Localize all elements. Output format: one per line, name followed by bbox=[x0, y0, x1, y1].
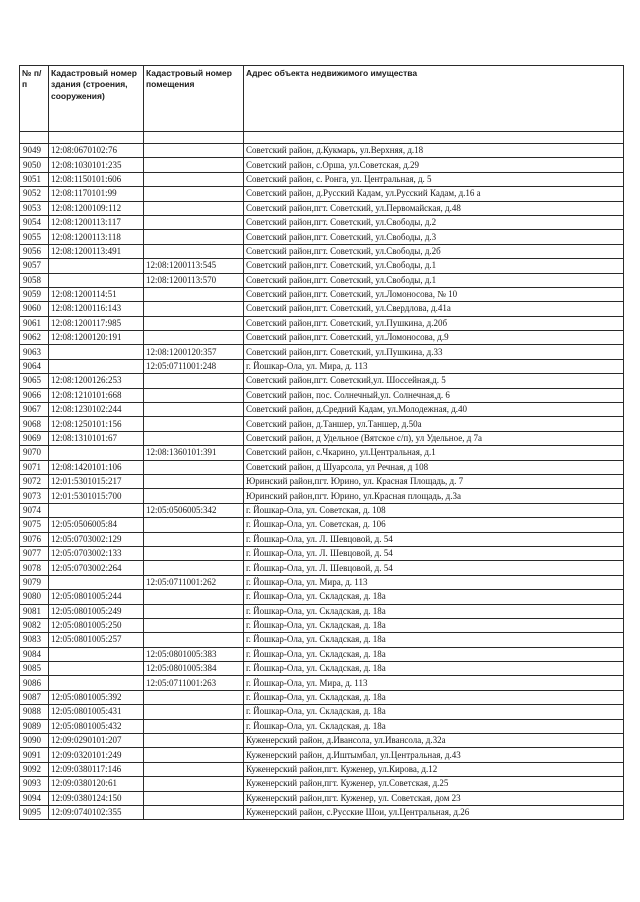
row-number-cell: 9059 bbox=[20, 287, 49, 301]
registry-sheet bbox=[19, 65, 623, 820]
building-cadastral-cell: 12:05:0703002:133 bbox=[49, 546, 144, 560]
address-cell: г. Йошкар-Ола, ул. Мира, д. 113 bbox=[244, 575, 624, 589]
row-number-cell: 9054 bbox=[20, 215, 49, 229]
building-cadastral-cell: 12:08:1200113:118 bbox=[49, 230, 144, 244]
building-cadastral-cell bbox=[49, 676, 144, 690]
building-cadastral-cell: 12:08:1420101:106 bbox=[49, 460, 144, 474]
room-cadastral-cell bbox=[144, 460, 244, 474]
address-cell: г. Йошкар-Ола, ул. Советская, д. 106 bbox=[244, 518, 624, 532]
row-number-cell: 9051 bbox=[20, 172, 49, 186]
row-number-cell: 9067 bbox=[20, 403, 49, 417]
building-cadastral-cell: 12:09:0380124:150 bbox=[49, 791, 144, 805]
building-cadastral-cell: 12:08:1200113:117 bbox=[49, 215, 144, 229]
address-cell: г. Йошкар-Ола, ул. Л. Шевцовой, д. 54 bbox=[244, 532, 624, 546]
room-cadastral-cell bbox=[144, 805, 244, 819]
room-cadastral-cell bbox=[144, 230, 244, 244]
building-cadastral-cell: 12:08:1250101:156 bbox=[49, 417, 144, 431]
table-row bbox=[20, 359, 624, 373]
table-row bbox=[20, 287, 624, 301]
spacer-cell bbox=[144, 132, 244, 144]
header-building-cadastral: Кадастровый номер здания (строения, сооружения) bbox=[49, 66, 144, 132]
room-cadastral-cell bbox=[144, 561, 244, 575]
row-number-cell: 9091 bbox=[20, 748, 49, 762]
room-cadastral-cell bbox=[144, 705, 244, 719]
room-cadastral-cell: 12:08:1200120:357 bbox=[144, 345, 244, 359]
address-cell: Советский район, д Удельное (Вятское с/п), ул Удельное, д 7а bbox=[244, 431, 624, 445]
row-number-cell: 9055 bbox=[20, 230, 49, 244]
table-row bbox=[20, 719, 624, 733]
room-cadastral-cell bbox=[144, 532, 244, 546]
room-cadastral-cell bbox=[144, 633, 244, 647]
address-cell: Советский район, с.Орша, ул.Советская, д.29 bbox=[244, 158, 624, 172]
address-cell: Советский район,пгт. Советский, ул.Свободы, д.1 bbox=[244, 259, 624, 273]
address-cell: Советский район, с. Ронга, ул. Центральная, д. 5 bbox=[244, 172, 624, 186]
room-cadastral-cell bbox=[144, 719, 244, 733]
building-cadastral-cell: 12:05:0801005:257 bbox=[49, 633, 144, 647]
property-registry-table bbox=[19, 65, 624, 820]
table-row bbox=[20, 345, 624, 359]
building-cadastral-cell: 12:05:0801005:250 bbox=[49, 618, 144, 632]
table-row bbox=[20, 690, 624, 704]
building-cadastral-cell: 12:01:5301015:700 bbox=[49, 489, 144, 503]
room-cadastral-cell: 12:05:0506005:342 bbox=[144, 503, 244, 517]
table-row bbox=[20, 259, 624, 273]
room-cadastral-cell bbox=[144, 762, 244, 776]
room-cadastral-cell bbox=[144, 604, 244, 618]
table-row bbox=[20, 532, 624, 546]
room-cadastral-cell bbox=[144, 690, 244, 704]
table-row bbox=[20, 633, 624, 647]
address-cell: Советский район,пгт. Советский, ул.Свободы, д.2б bbox=[244, 244, 624, 258]
room-cadastral-cell: 12:08:1200113:570 bbox=[144, 273, 244, 287]
address-cell: Советский район, д.Кукмарь, ул.Верхняя, д.18 bbox=[244, 144, 624, 158]
building-cadastral-cell: 12:05:0703002:264 bbox=[49, 561, 144, 575]
table-row bbox=[20, 618, 624, 632]
table-row bbox=[20, 201, 624, 215]
table-row bbox=[20, 561, 624, 575]
table-header bbox=[20, 66, 624, 132]
building-cadastral-cell bbox=[49, 575, 144, 589]
room-cadastral-cell bbox=[144, 201, 244, 215]
address-cell: Юринский район,пгт. Юрино, ул.Красная площадь, д.3а bbox=[244, 489, 624, 503]
building-cadastral-cell: 12:05:0801005:431 bbox=[49, 705, 144, 719]
spacer-cell bbox=[49, 132, 144, 144]
room-cadastral-cell bbox=[144, 791, 244, 805]
room-cadastral-cell bbox=[144, 287, 244, 301]
row-number-cell: 9062 bbox=[20, 331, 49, 345]
table-row bbox=[20, 777, 624, 791]
room-cadastral-cell bbox=[144, 777, 244, 791]
table-row bbox=[20, 762, 624, 776]
table-row bbox=[20, 460, 624, 474]
room-cadastral-cell: 12:05:0801005:384 bbox=[144, 662, 244, 676]
address-cell: Куженерский район,пгт. Куженер, ул. Советская, дом 23 bbox=[244, 791, 624, 805]
table-row bbox=[20, 575, 624, 589]
building-cadastral-cell: 12:01:5301015:217 bbox=[49, 474, 144, 488]
building-cadastral-cell: 12:08:1200126:253 bbox=[49, 374, 144, 388]
address-cell: Куженерский район,пгт. Куженер, ул.Советская, д.25 bbox=[244, 777, 624, 791]
address-cell: Советский район,пгт. Советский,ул. Шоссейная,д. 5 bbox=[244, 374, 624, 388]
row-number-cell: 9061 bbox=[20, 316, 49, 330]
room-cadastral-cell: 12:08:1360101:391 bbox=[144, 446, 244, 460]
address-cell: Советский район,пгт. Советский, ул.Свердлова, д.41а bbox=[244, 302, 624, 316]
building-cadastral-cell: 12:05:0703002:129 bbox=[49, 532, 144, 546]
address-cell: г. Йошкар-Ола, ул. Л. Шевцовой, д. 54 bbox=[244, 546, 624, 560]
row-number-cell: 9063 bbox=[20, 345, 49, 359]
row-number-cell: 9080 bbox=[20, 590, 49, 604]
address-cell: Советский район,пгт. Советский, ул.Первомайская, д.48 bbox=[244, 201, 624, 215]
address-cell: г. Йошкар-Ола, ул. Складская, д. 18а bbox=[244, 647, 624, 661]
table-row bbox=[20, 172, 624, 186]
row-number-cell: 9057 bbox=[20, 259, 49, 273]
building-cadastral-cell: 12:08:0670102:76 bbox=[49, 144, 144, 158]
row-number-cell: 9049 bbox=[20, 144, 49, 158]
table-row bbox=[20, 158, 624, 172]
room-cadastral-cell bbox=[144, 403, 244, 417]
building-cadastral-cell: 12:08:1200117:985 bbox=[49, 316, 144, 330]
row-number-cell: 9089 bbox=[20, 719, 49, 733]
building-cadastral-cell: 12:05:0801005:392 bbox=[49, 690, 144, 704]
row-number-cell: 9060 bbox=[20, 302, 49, 316]
table-row bbox=[20, 374, 624, 388]
table-row bbox=[20, 417, 624, 431]
room-cadastral-cell bbox=[144, 518, 244, 532]
row-number-cell: 9082 bbox=[20, 618, 49, 632]
address-cell: Куженерский район,пгт. Куженер, ул.Кирова, д.12 bbox=[244, 762, 624, 776]
row-number-cell: 9053 bbox=[20, 201, 49, 215]
address-cell: Советский район,пгт. Советский, ул.Пушкина, д.20б bbox=[244, 316, 624, 330]
row-number-cell: 9086 bbox=[20, 676, 49, 690]
room-cadastral-cell bbox=[144, 302, 244, 316]
table-row bbox=[20, 546, 624, 560]
address-cell: Советский район, д.Русский Кадам, ул.Русский Кадам, д.16 а bbox=[244, 187, 624, 201]
spacer-cell bbox=[20, 132, 49, 144]
spacer-cell bbox=[244, 132, 624, 144]
room-cadastral-cell bbox=[144, 316, 244, 330]
building-cadastral-cell: 12:08:1310101:67 bbox=[49, 431, 144, 445]
building-cadastral-cell: 12:08:1150101:606 bbox=[49, 172, 144, 186]
building-cadastral-cell: 12:08:1200120:191 bbox=[49, 331, 144, 345]
room-cadastral-cell bbox=[144, 187, 244, 201]
room-cadastral-cell bbox=[144, 172, 244, 186]
table-row bbox=[20, 503, 624, 517]
table-row bbox=[20, 446, 624, 460]
address-cell: г. Йошкар-Ола, ул. Складская, д. 18а bbox=[244, 590, 624, 604]
row-number-cell: 9090 bbox=[20, 734, 49, 748]
building-cadastral-cell bbox=[49, 662, 144, 676]
room-cadastral-cell bbox=[144, 618, 244, 632]
row-number-cell: 9078 bbox=[20, 561, 49, 575]
table-row bbox=[20, 331, 624, 345]
address-cell: г. Йошкар-Ола, ул. Складская, д. 18а bbox=[244, 618, 624, 632]
row-number-cell: 9077 bbox=[20, 546, 49, 560]
row-number-cell: 9052 bbox=[20, 187, 49, 201]
table-row bbox=[20, 215, 624, 229]
row-number-cell: 9071 bbox=[20, 460, 49, 474]
building-cadastral-cell bbox=[49, 359, 144, 373]
building-cadastral-cell: 12:05:0506005:84 bbox=[49, 518, 144, 532]
header-row bbox=[20, 66, 624, 132]
header-room-cadastral: Кадастровый номер помещения bbox=[144, 66, 244, 132]
row-number-cell: 9087 bbox=[20, 690, 49, 704]
table-row bbox=[20, 144, 624, 158]
header-num: № п/п bbox=[20, 66, 49, 132]
building-cadastral-cell: 12:09:0740102:355 bbox=[49, 805, 144, 819]
address-cell: Советский район,пгт. Советский, ул.Пушкина, д.33 bbox=[244, 345, 624, 359]
row-number-cell: 9076 bbox=[20, 532, 49, 546]
address-cell: г. Йошкар-Ола, ул. Складская, д. 18а bbox=[244, 604, 624, 618]
address-cell: Советский район, д.Средний Кадам, ул.Молодежная, д.40 bbox=[244, 403, 624, 417]
building-cadastral-cell: 12:09:0320101:249 bbox=[49, 748, 144, 762]
building-cadastral-cell: 12:08:1170101:99 bbox=[49, 187, 144, 201]
building-cadastral-cell: 12:05:0801005:249 bbox=[49, 604, 144, 618]
table-row bbox=[20, 518, 624, 532]
table-row bbox=[20, 388, 624, 402]
address-cell: г. Йошкар-Ола, ул. Советская, д. 108 bbox=[244, 503, 624, 517]
room-cadastral-cell bbox=[144, 144, 244, 158]
table-row bbox=[20, 316, 624, 330]
row-number-cell: 9064 bbox=[20, 359, 49, 373]
building-cadastral-cell: 12:09:0380120:61 bbox=[49, 777, 144, 791]
building-cadastral-cell bbox=[49, 647, 144, 661]
table-row bbox=[20, 705, 624, 719]
room-cadastral-cell bbox=[144, 489, 244, 503]
building-cadastral-cell: 12:08:1200116:143 bbox=[49, 302, 144, 316]
table-row bbox=[20, 474, 624, 488]
building-cadastral-cell bbox=[49, 273, 144, 287]
room-cadastral-cell bbox=[144, 215, 244, 229]
table-row bbox=[20, 489, 624, 503]
address-cell: Советский район,пгт. Советский, ул.Ломоносова, д.9 bbox=[244, 331, 624, 345]
row-number-cell: 9083 bbox=[20, 633, 49, 647]
address-cell: г. Йошкар-Ола, ул. Л. Шевцовой, д. 54 bbox=[244, 561, 624, 575]
row-number-cell: 9074 bbox=[20, 503, 49, 517]
building-cadastral-cell: 12:08:1200109:112 bbox=[49, 201, 144, 215]
address-cell: Советский район,пгт. Советский, ул.Ломоносова, № 10 bbox=[244, 287, 624, 301]
table-row bbox=[20, 676, 624, 690]
row-number-cell: 9081 bbox=[20, 604, 49, 618]
table-row bbox=[20, 431, 624, 445]
header-spacer-row bbox=[20, 132, 624, 144]
building-cadastral-cell bbox=[49, 503, 144, 517]
row-number-cell: 9088 bbox=[20, 705, 49, 719]
room-cadastral-cell bbox=[144, 748, 244, 762]
building-cadastral-cell: 12:08:1200114:51 bbox=[49, 287, 144, 301]
table-row bbox=[20, 302, 624, 316]
row-number-cell: 9094 bbox=[20, 791, 49, 805]
building-cadastral-cell: 12:09:0380117:146 bbox=[49, 762, 144, 776]
building-cadastral-cell bbox=[49, 259, 144, 273]
row-number-cell: 9079 bbox=[20, 575, 49, 589]
row-number-cell: 9075 bbox=[20, 518, 49, 532]
row-number-cell: 9065 bbox=[20, 374, 49, 388]
table-row bbox=[20, 748, 624, 762]
address-cell: Куженерский район, д.Иштымбал, ул.Центральная, д.43 bbox=[244, 748, 624, 762]
address-cell: г. Йошкар-Ола, ул. Складская, д. 18а bbox=[244, 690, 624, 704]
building-cadastral-cell: 12:08:1210101:668 bbox=[49, 388, 144, 402]
building-cadastral-cell bbox=[49, 345, 144, 359]
row-number-cell: 9072 bbox=[20, 474, 49, 488]
address-cell: Советский район,пгт. Советский, ул.Свободы, д.2 bbox=[244, 215, 624, 229]
row-number-cell: 9093 bbox=[20, 777, 49, 791]
address-cell: Советский район, д.Таншер, ул.Таншер, д.50а bbox=[244, 417, 624, 431]
address-cell: г. Йошкар-Ола, ул. Мира, д. 113 bbox=[244, 676, 624, 690]
address-cell: г. Йошкар-Ола, ул. Складская, д. 18а bbox=[244, 662, 624, 676]
row-number-cell: 9066 bbox=[20, 388, 49, 402]
table-row bbox=[20, 791, 624, 805]
address-cell: Советский район, д Шуарсола, ул Речная, д 108 bbox=[244, 460, 624, 474]
row-number-cell: 9068 bbox=[20, 417, 49, 431]
row-number-cell: 9070 bbox=[20, 446, 49, 460]
building-cadastral-cell: 12:08:1230102:244 bbox=[49, 403, 144, 417]
row-number-cell: 9058 bbox=[20, 273, 49, 287]
room-cadastral-cell bbox=[144, 244, 244, 258]
building-cadastral-cell: 12:08:1030101:235 bbox=[49, 158, 144, 172]
building-cadastral-cell: 12:09:0290101:207 bbox=[49, 734, 144, 748]
address-cell: Советский район,пгт. Советский, ул.Свободы, д.1 bbox=[244, 273, 624, 287]
table-row bbox=[20, 273, 624, 287]
address-cell: Советский район, с.Чкарино, ул.Центральная, д.1 bbox=[244, 446, 624, 460]
building-cadastral-cell: 12:08:1200113:491 bbox=[49, 244, 144, 258]
building-cadastral-cell: 12:05:0801005:244 bbox=[49, 590, 144, 604]
room-cadastral-cell: 12:05:0801005:383 bbox=[144, 647, 244, 661]
header-address: Адрес объекта недвижимого имущества bbox=[244, 66, 624, 132]
room-cadastral-cell bbox=[144, 546, 244, 560]
address-cell: Куженерский район, с.Русские Шои, ул.Центральная, д.26 bbox=[244, 805, 624, 819]
table-row bbox=[20, 604, 624, 618]
row-number-cell: 9069 bbox=[20, 431, 49, 445]
address-cell: г. Йошкар-Ола, ул. Складская, д. 18а bbox=[244, 719, 624, 733]
room-cadastral-cell bbox=[144, 590, 244, 604]
table-row bbox=[20, 230, 624, 244]
row-number-cell: 9092 bbox=[20, 762, 49, 776]
row-number-cell: 9056 bbox=[20, 244, 49, 258]
table-row bbox=[20, 662, 624, 676]
building-cadastral-cell bbox=[49, 446, 144, 460]
room-cadastral-cell bbox=[144, 734, 244, 748]
row-number-cell: 9084 bbox=[20, 647, 49, 661]
row-number-cell: 9050 bbox=[20, 158, 49, 172]
row-number-cell: 9073 bbox=[20, 489, 49, 503]
room-cadastral-cell: 12:05:0711001:262 bbox=[144, 575, 244, 589]
room-cadastral-cell bbox=[144, 388, 244, 402]
table-row bbox=[20, 403, 624, 417]
table-body bbox=[20, 132, 624, 820]
room-cadastral-cell bbox=[144, 417, 244, 431]
address-cell: Советский район,пгт. Советский, ул.Свободы, д.3 bbox=[244, 230, 624, 244]
address-cell: г. Йошкар-Ола, ул. Складская, д. 18а bbox=[244, 705, 624, 719]
address-cell: г. Йошкар-Ола, ул. Складская, д. 18а bbox=[244, 633, 624, 647]
room-cadastral-cell bbox=[144, 374, 244, 388]
address-cell: Советский район, пос. Солнечный,ул. Солнечная,д. 6 bbox=[244, 388, 624, 402]
room-cadastral-cell: 12:08:1200113:545 bbox=[144, 259, 244, 273]
row-number-cell: 9095 bbox=[20, 805, 49, 819]
room-cadastral-cell bbox=[144, 431, 244, 445]
table-row bbox=[20, 805, 624, 819]
building-cadastral-cell: 12:05:0801005:432 bbox=[49, 719, 144, 733]
room-cadastral-cell bbox=[144, 158, 244, 172]
table-row bbox=[20, 244, 624, 258]
table-row bbox=[20, 590, 624, 604]
table-row bbox=[20, 647, 624, 661]
room-cadastral-cell bbox=[144, 331, 244, 345]
room-cadastral-cell: 12:05:0711001:263 bbox=[144, 676, 244, 690]
room-cadastral-cell bbox=[144, 474, 244, 488]
table-row bbox=[20, 734, 624, 748]
row-number-cell: 9085 bbox=[20, 662, 49, 676]
address-cell: г. Йошкар-Ола, ул. Мира, д. 113 bbox=[244, 359, 624, 373]
room-cadastral-cell: 12:05:0711001:248 bbox=[144, 359, 244, 373]
table-row bbox=[20, 187, 624, 201]
address-cell: Юринский район,пгт. Юрино, ул. Красная Площадь, д. 7 bbox=[244, 474, 624, 488]
address-cell: Куженерский район, д.Ивансола, ул.Ивансола, д.32а bbox=[244, 734, 624, 748]
